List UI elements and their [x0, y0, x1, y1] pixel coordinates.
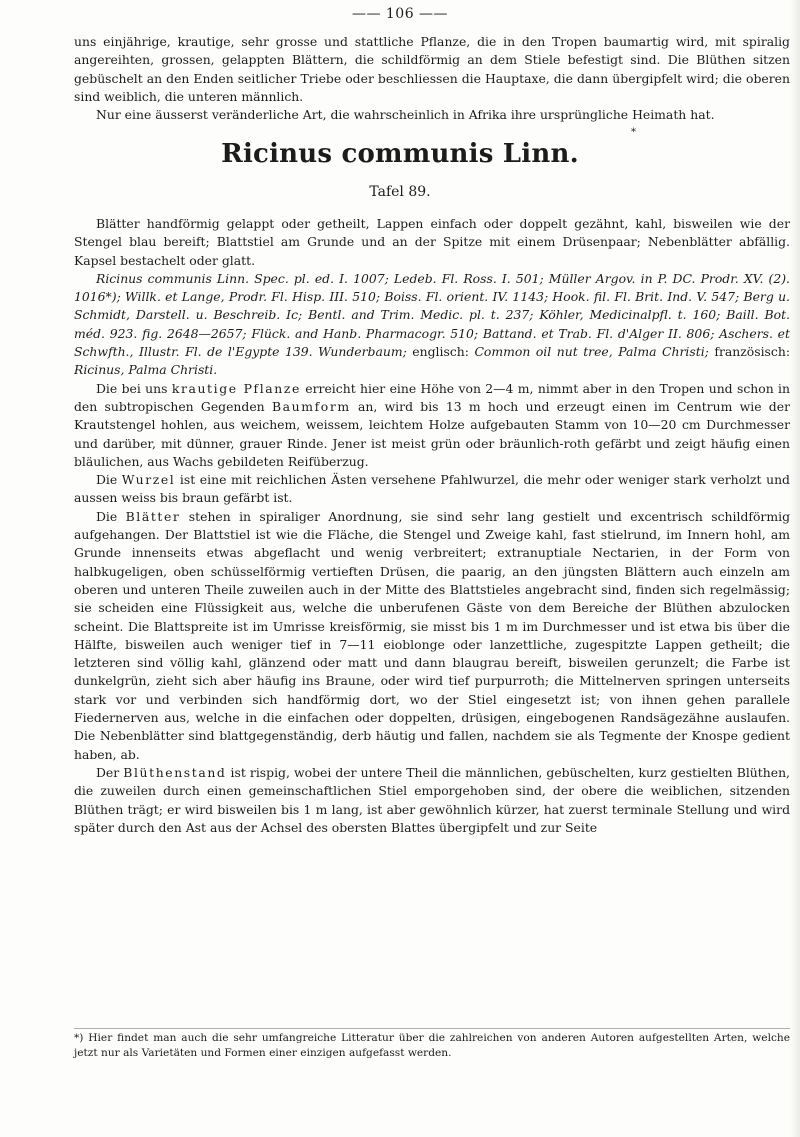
- inflorescence-paragraph: [74, 764, 790, 837]
- root-lead: Die: [96, 472, 122, 488]
- root-rest: ist eine mit reichlichen Ästen versehene Pfahlwurzel, die mehr oder weniger stark verholzt und aussen weiss bis braun gefärbt ist.: [74, 472, 790, 506]
- plate-label: Tafel 89.: [369, 184, 431, 200]
- inflorescence-rest: ist rispig, wobei der untere Theil die männlichen, gebüschelten, kurz gestielten Blüthen, die zuweilen durch einen gemeinschaftlichen Stiel emporgehoben sind, der obere die weiblichen, sitzenden Blüthen trägt; er wird bisweilen bis 1 m lang, ist aber gewöhnlich kürzer, hat zuerst terminale Stellung und wird später durch den Ast aus der Achsel des obersten Blattes übergipfelt und zur Seite: [74, 764, 790, 835]
- root-paragraph: [74, 471, 790, 508]
- page-edge-shadow: [790, 0, 800, 1137]
- french-name: Ricinus, Palma Christi.: [74, 362, 218, 378]
- asterisk-mark: *: [631, 127, 636, 138]
- intro-paragraph: uns einjährige, krautige, sehr grosse und stattliche Pflanze, die in den Tropen baumartig wird, mit spiralig angereihten, grossen, gelappten Blättern, die schildförmig an dem Stiele befestigt sind. Die Blüthen sitzen gebüschelt an den Enden seitlicher Triebe oder beschliessen die Hauptaxe, die dann übergipfelt wird; die oberen sind weiblich, die unteren männlich.: [74, 34, 790, 104]
- term-tree-form: Baumform: [271, 398, 351, 414]
- page-number: —— 106 ——: [351, 6, 449, 22]
- diagnosis-paragraph: Blätter handförmig gelappt oder getheilt, Lappen einfach oder doppelt gezähnt, kahl, bisweilen wie der Stengel blau bereift; Blattstiel am Grunde und an der Spitze mit einem Drüsenpaar; Nebenblätter abfällig. Kapsel bestachelt oder glatt.: [74, 216, 790, 268]
- references-paragraph: [74, 270, 790, 380]
- footnote-divider: [74, 1028, 790, 1029]
- plant-lead: Die bei uns: [96, 380, 172, 396]
- species-description: [74, 215, 790, 837]
- plant-paragraph: [74, 380, 790, 471]
- leaves-lead: Die: [96, 508, 126, 524]
- intro-section: [74, 33, 790, 124]
- leaves-paragraph: [74, 508, 790, 764]
- footnote: *) Hier findet man auch die sehr umfangreiche Litteratur über die zahlreichen von anderen Autoren aufgestellten Arten, welche jetzt nur als Varietäten und Formen einer einzigen aufgefasst werden.: [74, 1032, 790, 1059]
- plant-mid: erreicht hier eine Höhe von 2—4 m, nimmt aber in den Tropen und schon in den subtropischen Gegenden: [74, 380, 790, 414]
- french-intro: französisch:: [708, 344, 791, 360]
- term-inflorescence: Blüthenstand: [123, 764, 227, 780]
- term-root: Wurzel: [121, 472, 176, 488]
- species-title: Ricinus communis Linn.: [221, 139, 579, 169]
- intro-paragraph-species-note: Nur eine äusserst veränderliche Art, die wahrscheinlich in Afrika ihre ursprüngliche Heimath hat.: [96, 107, 715, 123]
- term-leaves: Blätter: [125, 508, 181, 524]
- german-name: Wunderbaum;: [318, 344, 407, 360]
- references-text: Ricinus communis Linn. Spec. pl. ed. I. 1007; Ledeb. Fl. Ross. I. 501; Müller Argov. in P. DC. Prodr. XV. (2). 1016*); Willk. et Lange, Prodr. Fl. Hisp. III. 510; Boiss. Fl. orient. IV. 1143; Hook. fil. Fl. Brit. Ind. V. 547; Berg u. Schmidt, Darstell. u. Beschreib. Ic; Bentl. and Trim. Medic. pl. t. 237; Köhler, Medicinalpfl. t. 160; Baill. Bot. méd. 923. fig. 2648—2657; Flück. and Hanb. Pharmacogr. 510; Battand. et Trab. Fl. d'Alger II. 806; Aschers. et Schwfth., Illustr. Fl. de l'Egypte 139.: [74, 270, 790, 360]
- leaves-rest: stehen in spiraliger Anordnung, sie sind sehr lang gestielt und excentrisch schildförmig aufgehangen. Der Blattstiel ist wie die Fläche, die Stengel und Zweige kahl, fast stielrund, im Innern hohl, am Grunde innenseits etwas abgeflacht und wenig verbreitert; extranuptiale Nectarien, in der Form von halbkugeligen, oben schüsselförmig vertieften Drüsen, die paarig, an den jüngsten Blättern auch einzeln am oberen und unteren Theile zuweilen auch in der Mitte des Blattstieles angebracht sind, finden sich regelmässig; sie scheiden eine Flüssigkeit aus, welche die unberufenen Gäste von dem Bereiche der Blüthen abzulocken scheint. Die Blattspreite ist im Umrisse kreisförmig, sie misst bis 1 m im Durchmesser und ist etwa bis über die Hälfte, bisweilen auch weniger tief in 7—11 eioblonge oder lanzettliche, zugespitzte Lappen getheilt; die letzteren sind völlig kahl, glänzend oder matt und dann blaugrau bereift, bisweilen gerunzelt; die Farbe ist dunkelgrün, zieht sich aber häufig ins Braune, oder wird tief purpurroth; die Mittelnerven springen unterseits stark vor und verbinden sich handförmig dort, wo der Stiel eingesetzt ist; von ihnen gehen parallele Fiedernerven aus, welche in die einfachen oder doppelten, drüsigen, eingebogenen Randsägezähne auslaufen. Die Nebenblätter sind blattgegenständig, derb häutig und fallen, nachdem sie als Tegmente der Knospe gedient haben, ab.: [74, 508, 790, 762]
- term-herbaceous-plant: krautige Pflanze: [171, 380, 301, 396]
- english-intro: englisch:: [406, 344, 475, 360]
- plant-rest: an, wird bis 13 m hoch und erzeugt einen im Centrum wie der Krautstengel hohlen, aus weichem, weissem, leichtem Holze aufgebauten Stamm von 10—20 cm Durchmesser und darüber, mit dünner, grauer Rinde. Jener ist meist grün oder bräunlich-roth gefärbt und zeigt häufig einen bläulichen, aus Wachs gebildeten Reifüberzug.: [74, 398, 790, 469]
- english-name: Common oil nut tree, Palma Christi;: [474, 344, 709, 360]
- inflorescence-lead: Der: [96, 764, 124, 780]
